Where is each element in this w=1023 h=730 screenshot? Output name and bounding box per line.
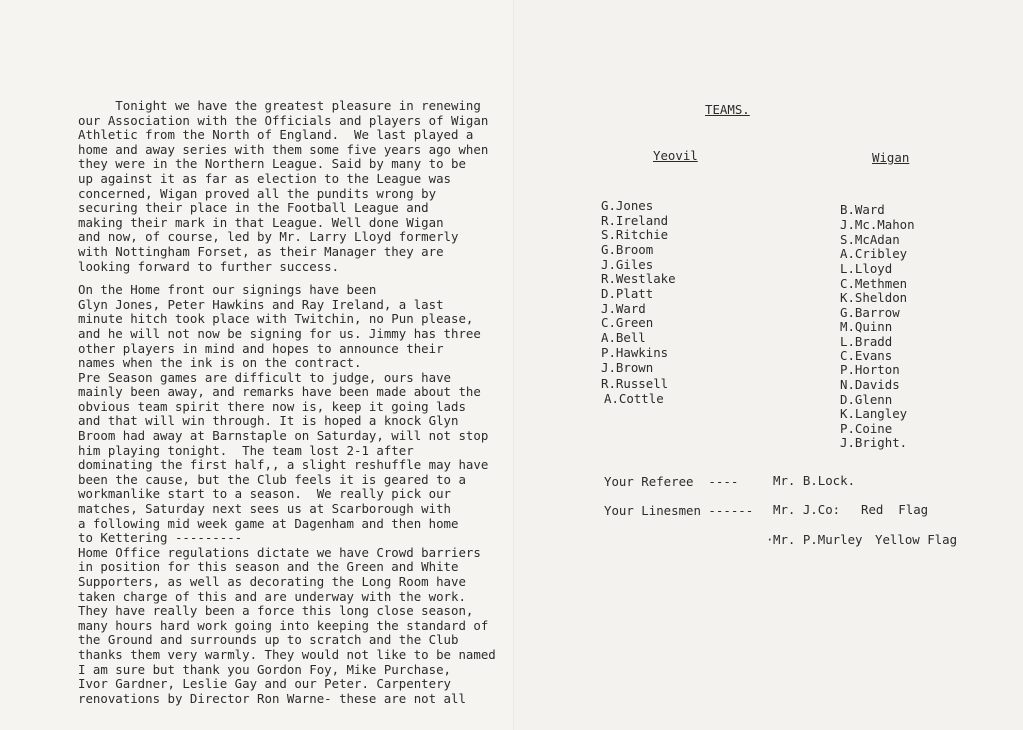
wigan-player: D.Glenn <box>840 392 893 407</box>
yeovil-player: C.Green <box>601 315 654 330</box>
yeovil-player: D.Platt <box>601 286 654 301</box>
yeovil-player: G.Broom <box>601 242 654 257</box>
notes-line: and that will win through. It is hoped a knock Glyn <box>78 413 459 429</box>
notes-line: been the cause, but the Club feels it is geared to a <box>78 471 466 487</box>
notes-line: looking forward to further success. <box>78 258 340 274</box>
notes-line: Home Office regulations dictate we have Crowd barriers <box>78 544 481 560</box>
notes-line: matches, Saturday next sees us at Scarborough with <box>78 501 451 517</box>
notes-line: him playing tonight. The team lost 2-1 after <box>78 442 414 458</box>
wigan-player: P.Coine <box>840 421 893 436</box>
notes-line: a following mid week game at Dagenham and then home <box>78 515 459 531</box>
yeovil-player: J.Brown <box>601 360 654 375</box>
yeovil-player: R.Russell <box>601 376 669 391</box>
notes-line: home and away series with them some five years ago when <box>78 141 489 157</box>
notes-line: many hours hard work going into keeping the standard of <box>78 617 489 633</box>
wigan-player: S.McAdan <box>840 232 900 247</box>
notes-line: Broom had away at Barnstaple on Saturday, will not stop <box>78 428 489 444</box>
yeovil-heading: Yeovil <box>653 148 698 163</box>
notes-line: thanks them very warmly. They would not like to be named <box>78 646 496 662</box>
notes-line: They have really been a force this long close season, <box>78 603 474 619</box>
wigan-player: C.Evans <box>840 348 893 363</box>
wigan-player: K.Sheldon <box>840 290 908 305</box>
notes-line: taken charge of this and are underway with the work. <box>78 588 466 604</box>
wigan-player: J.Mc.Mahon <box>840 217 915 232</box>
notes-line: mainly been away, and remarks have been made about the <box>78 384 481 400</box>
notes-line: names when the ink is on the contract. <box>78 355 362 371</box>
yeovil-player: G.Jones <box>601 198 654 213</box>
yeovil-player: P.Hawkins <box>601 345 669 360</box>
linesman-2-name: Mr. P.Murley <box>773 532 863 547</box>
wigan-player: K.Langley <box>840 406 908 421</box>
notes-line: securing their place in the Football League and <box>78 200 429 216</box>
yeovil-player: J.Giles <box>601 257 654 272</box>
notes-line: renovations by Director Ron Warne- these are not all <box>78 690 466 706</box>
notes-line: Athletic from the North of England. We last played a <box>78 127 474 143</box>
notes-line: Tonight we have the greatest pleasure in renewing <box>78 98 481 113</box>
wigan-player: L.Bradd <box>840 334 893 349</box>
wigan-player: L.Lloyd <box>840 261 893 276</box>
notes-line: they were in the Northern League. Said by many to be <box>78 156 466 172</box>
wigan-heading: Wigan <box>872 150 910 165</box>
wigan-player: G.Barrow <box>840 305 900 320</box>
notes-line: concerned, Wigan proved all the pundits wrong by <box>78 185 437 201</box>
notes-line: Supporters, as well as decorating the Long Room have <box>78 574 466 589</box>
club-notes <box>78 99 503 706</box>
wigan-player: M.Quinn <box>840 319 893 334</box>
notes-line: On the Home front our signings have been <box>78 282 377 298</box>
notes-line: with Nottingham Forset, as their Manager they are <box>78 243 444 259</box>
yeovil-player: R.Westlake <box>601 271 676 286</box>
notes-line: workmanlike start to a season. We really pick our <box>78 486 451 502</box>
notes-line: Pre Season games are difficult to judge, ours have <box>78 369 451 385</box>
linesman-2-flag: Yellow Flag <box>875 532 958 547</box>
yeovil-player: R.Ireland <box>601 213 669 228</box>
right-page <box>515 0 1023 730</box>
yeovil-player: S.Ritchie <box>601 227 669 242</box>
notes-line: I am sure but thank you Gordon Foy, Mike Purchase, <box>78 661 451 677</box>
notes-line: dominating the first half,, a slight reshuffle may have <box>78 457 489 473</box>
referee-label: Your Referee ---- <box>604 474 739 489</box>
yeovil-player: J.Ward <box>601 301 646 316</box>
wigan-player: B.Ward <box>840 202 885 217</box>
wigan-player: J.Bright. <box>840 435 908 450</box>
wigan-player: A.Cribley <box>840 246 908 261</box>
linesman-1-name: Mr. J.Co: <box>773 502 841 517</box>
linesman-1-flag: Red Flag <box>861 502 929 517</box>
notes-line: to Kettering --------- <box>78 530 243 546</box>
linesmen-label: Your Linesmen ------ <box>604 503 754 518</box>
notes-line: obvious team spirit there now is, keep it going lads <box>78 398 466 414</box>
notes-line: making their mark in that League. Well done Wigan <box>78 214 444 230</box>
notes-line: the Ground and surrounds up to scratch and the Club <box>78 632 459 648</box>
yeovil-player: A.Bell <box>601 330 646 345</box>
wigan-player: P.Horton <box>840 362 900 377</box>
referee-name: Mr. B.Lock. <box>773 473 856 488</box>
notes-line: minute hitch took place with Twitchin, no Pun please, <box>78 311 474 327</box>
notes-line: up against it as far as election to the League was <box>78 170 451 186</box>
yeovil-player: A.Cottle <box>604 391 664 406</box>
notes-line: Ivor Gardner, Leslie Gay and our Peter. Carpentery <box>78 676 451 692</box>
notes-line: in position for this season and the Green and White <box>78 559 459 575</box>
wigan-player: N.Davids <box>840 377 900 392</box>
teams-heading: TEAMS. <box>705 102 750 117</box>
wigan-player: C.Methmen <box>840 276 908 291</box>
notes-line: other players in mind and hopes to announce their <box>78 340 444 356</box>
notes-line: and now, of course, led by Mr. Larry Lloyd formerly <box>78 229 459 245</box>
notes-line: and he will not now be signing for us. Jimmy has three <box>78 325 481 341</box>
notes-line: Glyn Jones, Peter Hawkins and Ray Ireland, a last <box>78 296 444 312</box>
bullet-dot: · <box>766 532 774 547</box>
notes-line: our Association with the Officials and players of Wigan <box>78 112 489 128</box>
